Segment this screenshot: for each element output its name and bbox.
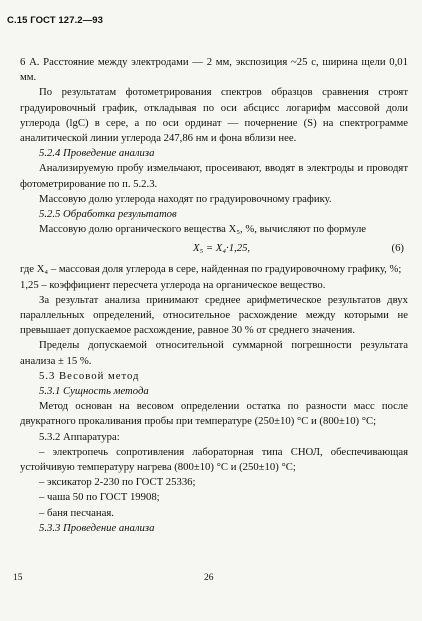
section-heading: 5.2.4 Проведение анализа <box>39 147 155 160</box>
section-heading: 5.3.1 Сущность метода <box>39 385 149 398</box>
formula <box>20 237 408 262</box>
paragraph: 6 А. Расстояние между электродами — 2 мм, экспозиция ~25 с, ширина щели 0,01 мм. <box>20 56 408 84</box>
list-item: – чаша 50 по ГОСТ 19908; <box>39 491 160 504</box>
section-heading: 5.3.2 Аппаратура: <box>39 430 120 443</box>
document-body <box>20 55 408 536</box>
paragraph: Метод основан на весовом определении остатка по разности масс после двукратного прокаливания пробы при температуре (250±10) °С и (800±10) °С; <box>20 400 408 428</box>
list-item: – эксикатор 2-230 по ГОСТ 25336; <box>39 476 196 489</box>
paragraph: Массовую долю органического вещества X₅, %, вычисляют по формуле <box>39 223 367 236</box>
formula-explanation: где X₄ – массовая доля углерода в сере, найденная по градуировочному графику, %; <box>20 263 402 276</box>
paragraph: Массовую долю углерода находят по градуировочному графику. <box>39 192 332 205</box>
paragraph: По результатам фотометрирования спектров образцов сравнения строят градуировочный график, откладывая по оси абсцисс логарифм массовой доли углерода (lgC) в сере, а по оси ординат — почернение (S) на спектрограмме аналитической линии углерода 247,86 нм и фона вблизи нее. <box>20 86 408 145</box>
formula-number: (6) <box>391 242 404 255</box>
section-heading: 5.3 Весовой метод <box>39 369 140 382</box>
paragraph: За результат анализа принимают среднее арифметическое результатов двух параллельных определений, относительное расхождение между которыми не превышает допускаемое расхождение, равное 30 % от среднего значения. <box>20 293 408 337</box>
footer-left-number: 15 <box>13 573 23 583</box>
paragraph: Анализируемую пробу измельчают, просеивают, вводят в электроды и проводят фотометрирование по п. 5.2.3. <box>20 162 408 190</box>
list-item: – электропечь сопротивления лабораторная типа СНОЛ, обеспечивающая устойчивую температуру нагрева (800±10) °С и (250±10) °С; <box>20 445 408 474</box>
section-heading: 5.2.5 Обработка результатов <box>39 208 177 221</box>
page-header: С.15 ГОСТ 127.2—93 <box>7 15 104 26</box>
page-number: 26 <box>204 573 214 583</box>
section-heading: 5.3.3 Проведение анализа <box>39 521 155 534</box>
list-item: – баня песчаная. <box>39 506 114 519</box>
formula-explanation: 1,25 – коэффициент пересчета углерода на органическое вещество. <box>20 278 326 291</box>
paragraph: Пределы допускаемой относительной суммарной погрешности результата анализа ± 15 %. <box>20 339 408 367</box>
formula-expression: X₅ = X₄·1,25, <box>193 242 251 255</box>
